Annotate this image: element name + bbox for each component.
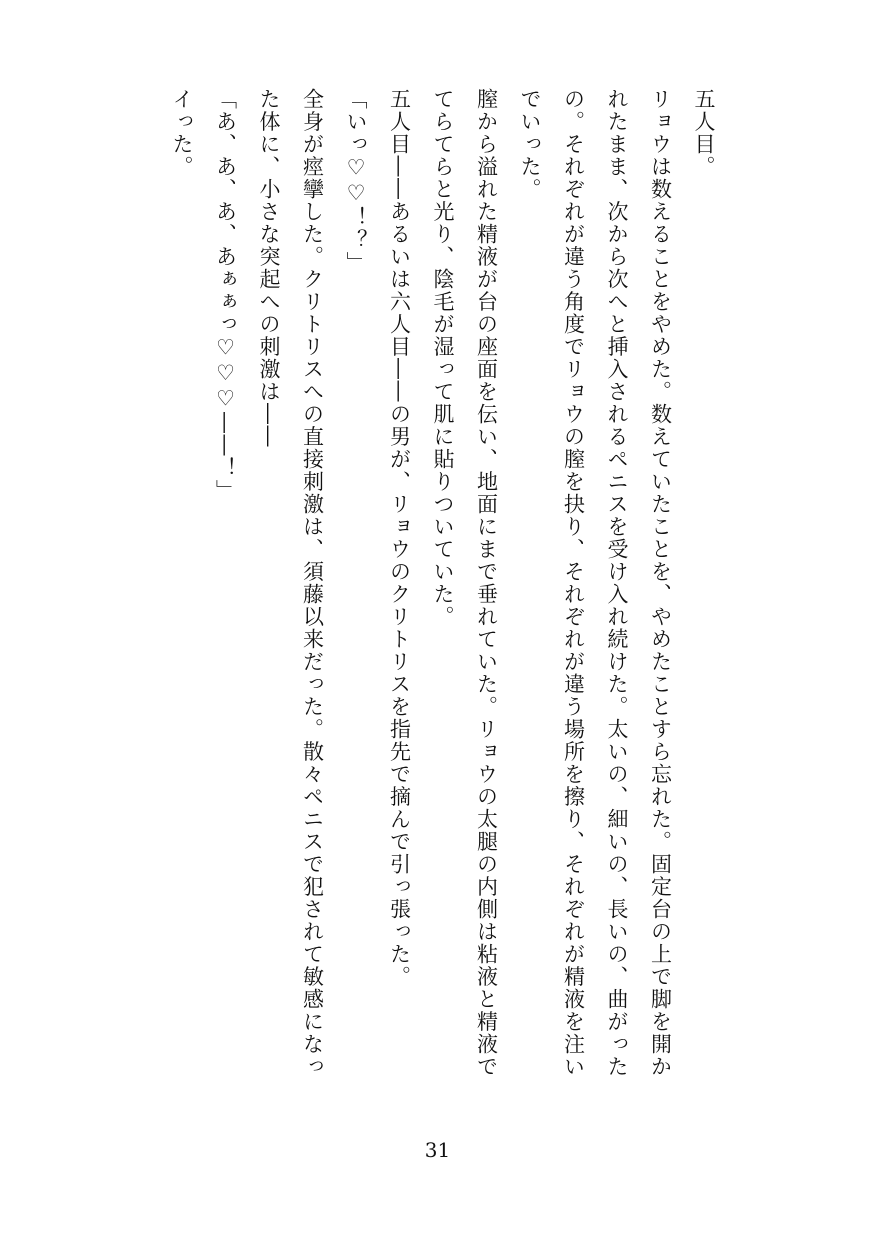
paragraph: 五人目。 bbox=[692, 88, 716, 178]
paragraph: 「あ、あ、あ、あぁぁっ♡♡♡――！」 bbox=[213, 88, 238, 502]
paragraph: リョウは数えることをやめた。数えていたことを、やめたことすら忘れた。固定台の上で脚を開かれたまま、次から次へと挿入されるペニスを受け入れ続けた。太いの、細いの、長いの、曲がったの。それぞれが違う角度でリョウの膣を抉り、それぞれが違う場所を擦り、それぞれが精液を注いでいった。 bbox=[518, 88, 673, 1078]
paragraph: 五人目――あるいは六人目――の男が、リョウのクリトリスを指先で摘んで引っ張った。 bbox=[387, 88, 412, 988]
page-number: 31 bbox=[424, 1138, 451, 1162]
body-text bbox=[125, 88, 725, 1098]
paragraph: 「いっ♡♡！？」 bbox=[344, 88, 368, 274]
paragraph: 全身が痙攣した。クリトリスへの直接刺激は、須藤以来だった。散々ペニスで犯されて敏感になった体に、小さな突起への刺激は―― bbox=[257, 88, 325, 1078]
paragraph: 膣から溢れた精液が台の座面を伝い、地面にまで垂れていた。リョウの太腿の内側は粘液と精液でてらてらと光り、陰毛が湿って肌に貼りついていた。 bbox=[431, 88, 499, 1078]
paragraph: イった。 bbox=[170, 88, 194, 178]
